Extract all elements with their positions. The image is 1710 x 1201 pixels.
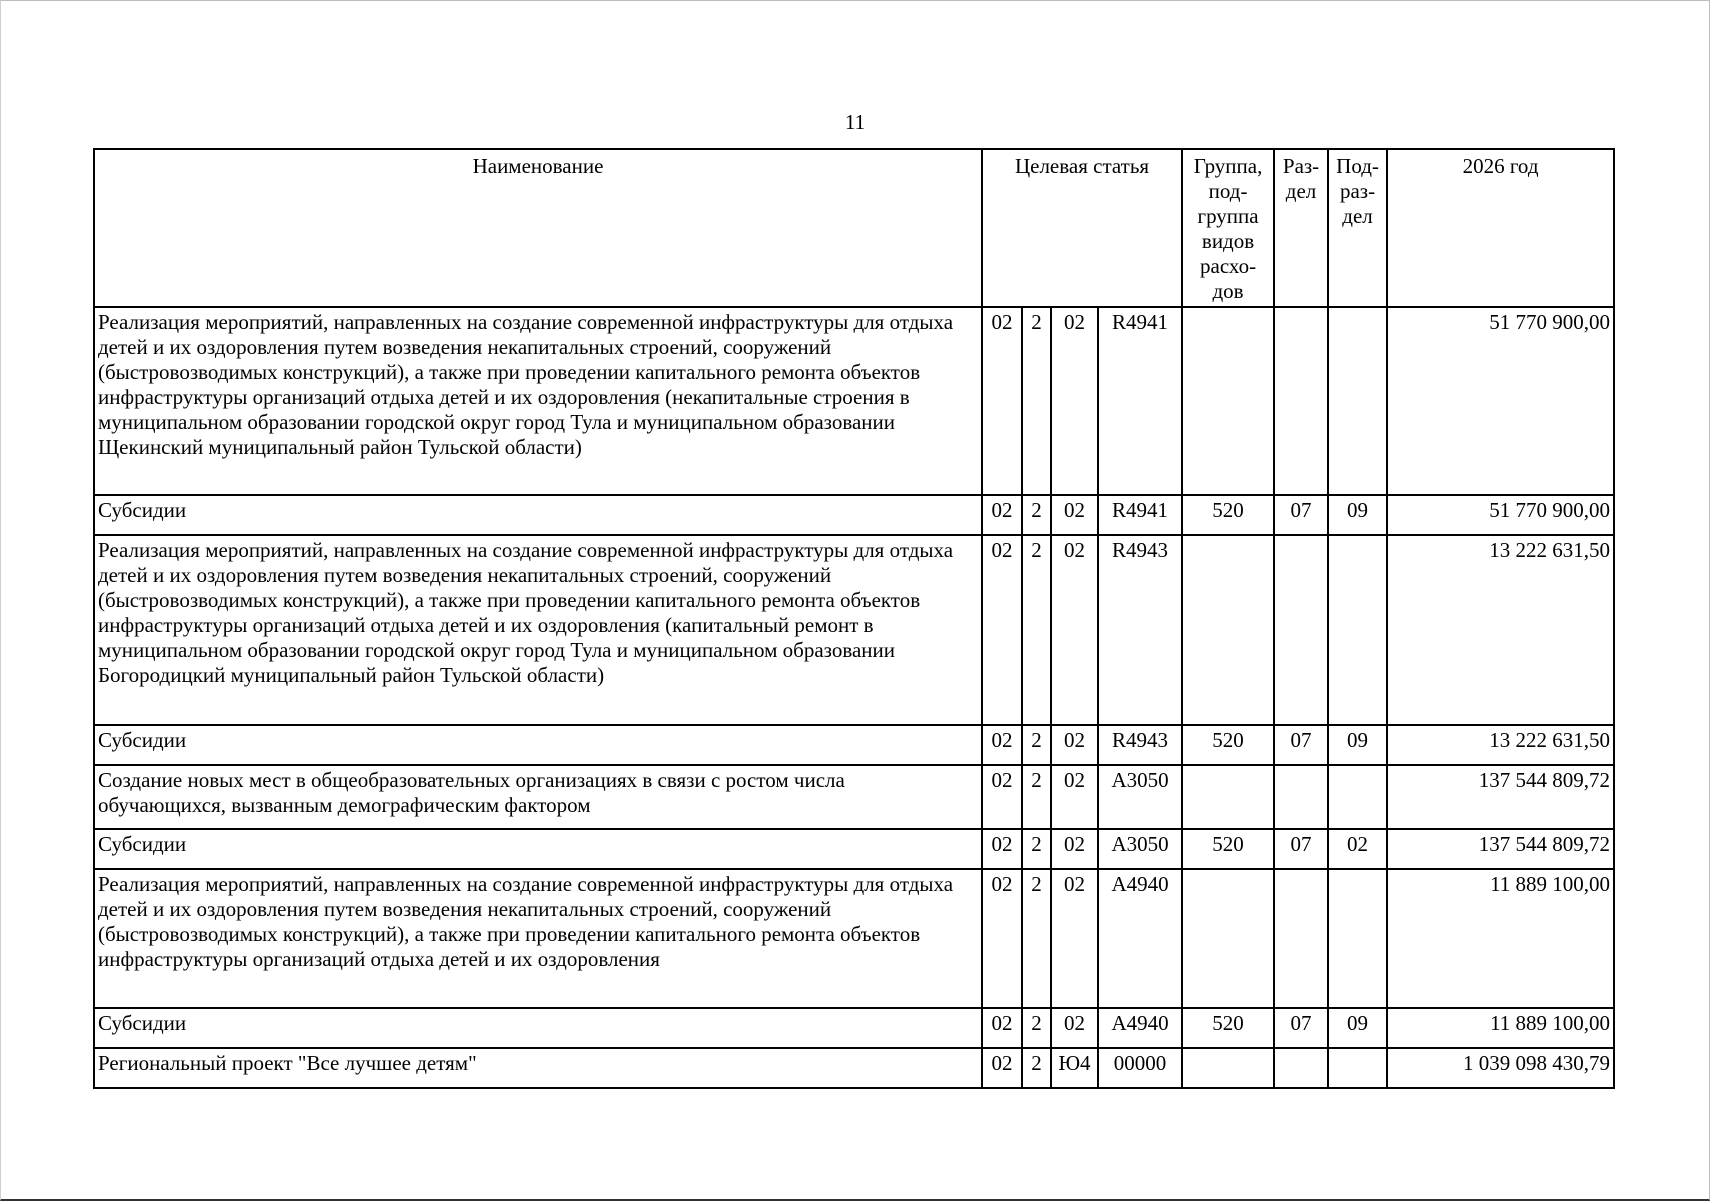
header-subsection: Под- раз- дел bbox=[1328, 149, 1387, 307]
header-target-article: Целевая статья bbox=[982, 149, 1182, 307]
row-amount: 11 889 100,00 bbox=[1387, 1008, 1614, 1048]
row-section bbox=[1274, 307, 1328, 495]
row-name: Субсидии bbox=[94, 725, 982, 765]
row-amount: 1 039 098 430,79 bbox=[1387, 1048, 1614, 1088]
row-expense-group: 520 bbox=[1182, 725, 1274, 765]
row-section bbox=[1274, 765, 1328, 829]
row-code-subprogram: 2 bbox=[1022, 495, 1051, 535]
row-expense-group bbox=[1182, 307, 1274, 495]
row-name: Реализация мероприятий, направленных на создание современной инфраструктуры для отдыха детей и их оздоровления путем возведения некапитальных строений, сооружений (быстровозводимых конструкций), а также при проведении капитального ремонта объектов инфраструктуры организаций отдыха детей и их оздоровления bbox=[94, 869, 982, 1008]
row-code-program: 02 bbox=[982, 307, 1022, 495]
table-row bbox=[94, 765, 1614, 829]
row-code-subprogram: 2 bbox=[1022, 829, 1051, 869]
row-code-subprogram: 2 bbox=[1022, 725, 1051, 765]
row-code-program: 02 bbox=[982, 1008, 1022, 1048]
row-code-direction: R4943 bbox=[1098, 725, 1182, 765]
row-expense-group: 520 bbox=[1182, 1008, 1274, 1048]
row-code-program: 02 bbox=[982, 829, 1022, 869]
header-section: Раз- дел bbox=[1274, 149, 1328, 307]
table-row bbox=[94, 725, 1614, 765]
row-code-program: 02 bbox=[982, 765, 1022, 829]
row-section bbox=[1274, 535, 1328, 725]
header-year: 2026 год bbox=[1387, 149, 1614, 307]
table-row bbox=[94, 1008, 1614, 1048]
row-code-direction: 00000 bbox=[1098, 1048, 1182, 1088]
row-subsection bbox=[1328, 535, 1387, 725]
row-name: Субсидии bbox=[94, 1008, 982, 1048]
header-row bbox=[94, 149, 1614, 307]
row-code-program: 02 bbox=[982, 495, 1022, 535]
row-subsection: 09 bbox=[1328, 725, 1387, 765]
row-amount: 13 222 631,50 bbox=[1387, 725, 1614, 765]
row-code-activity: 02 bbox=[1051, 869, 1098, 1008]
row-code-activity: 02 bbox=[1051, 535, 1098, 725]
table-row bbox=[94, 1048, 1614, 1088]
row-section: 07 bbox=[1274, 829, 1328, 869]
table-row bbox=[94, 869, 1614, 1008]
row-expense-group bbox=[1182, 869, 1274, 1008]
row-expense-group bbox=[1182, 1048, 1274, 1088]
row-code-direction: А3050 bbox=[1098, 829, 1182, 869]
row-name: Реализация мероприятий, направленных на создание современной инфраструктуры для отдыха детей и их оздоровления путем возведения некапитальных строений, сооружений (быстровозводимых конструкций), а также при проведении капитального ремонта объектов инфраструктуры организаций отдыха детей и их оздоровления (некапитальные строения в муниципальном образовании городской округ город Тула и муниципальном образовании Щекинский муниципальный район Тульской области) bbox=[94, 307, 982, 495]
row-amount: 137 544 809,72 bbox=[1387, 829, 1614, 869]
row-expense-group bbox=[1182, 765, 1274, 829]
row-section: 07 bbox=[1274, 495, 1328, 535]
table-row bbox=[94, 829, 1614, 869]
row-section bbox=[1274, 1048, 1328, 1088]
row-section bbox=[1274, 869, 1328, 1008]
row-code-activity: Ю4 bbox=[1051, 1048, 1098, 1088]
row-code-subprogram: 2 bbox=[1022, 765, 1051, 829]
page-number: 11 bbox=[844, 110, 866, 134]
header-expense-group: Группа, под- группа видов расхо- дов bbox=[1182, 149, 1274, 307]
row-code-activity: 02 bbox=[1051, 725, 1098, 765]
row-name: Реализация мероприятий, направленных на создание современной инфраструктуры для отдыха детей и их оздоровления путем возведения некапитальных строений, сооружений (быстровозводимых конструкций), а также при проведении капитального ремонта объектов инфраструктуры организаций отдыха детей и их оздоровления (капитальный ремонт в муниципальном образовании городской округ город Тула и муниципальном образовании Богородицкий муниципальный район Тульской области) bbox=[94, 535, 982, 725]
row-subsection: 09 bbox=[1328, 1008, 1387, 1048]
row-section: 07 bbox=[1274, 1008, 1328, 1048]
table-row bbox=[94, 307, 1614, 495]
row-code-subprogram: 2 bbox=[1022, 1048, 1051, 1088]
row-code-direction: А4940 bbox=[1098, 869, 1182, 1008]
row-code-subprogram: 2 bbox=[1022, 307, 1051, 495]
row-amount: 137 544 809,72 bbox=[1387, 765, 1614, 829]
row-subsection bbox=[1328, 307, 1387, 495]
row-code-program: 02 bbox=[982, 725, 1022, 765]
row-section: 07 bbox=[1274, 725, 1328, 765]
row-code-program: 02 bbox=[982, 535, 1022, 725]
row-expense-group: 520 bbox=[1182, 829, 1274, 869]
budget-table bbox=[93, 148, 1615, 1089]
header-name: Наименование bbox=[94, 149, 982, 307]
row-code-direction: R4943 bbox=[1098, 535, 1182, 725]
table-row bbox=[94, 495, 1614, 535]
row-code-subprogram: 2 bbox=[1022, 535, 1051, 725]
row-code-direction: R4941 bbox=[1098, 307, 1182, 495]
row-code-direction: А4940 bbox=[1098, 1008, 1182, 1048]
row-name: Создание новых мест в общеобразовательных организациях в связи с ростом числа обучающихся, вызванным демографическим фактором bbox=[94, 765, 982, 829]
row-code-program: 02 bbox=[982, 869, 1022, 1008]
row-code-activity: 02 bbox=[1051, 765, 1098, 829]
row-name: Субсидии bbox=[94, 829, 982, 869]
row-subsection bbox=[1328, 765, 1387, 829]
row-code-activity: 02 bbox=[1051, 829, 1098, 869]
row-code-activity: 02 bbox=[1051, 1008, 1098, 1048]
row-amount: 13 222 631,50 bbox=[1387, 535, 1614, 725]
row-code-direction: R4941 bbox=[1098, 495, 1182, 535]
row-code-direction: А3050 bbox=[1098, 765, 1182, 829]
row-subsection bbox=[1328, 869, 1387, 1008]
row-name: Субсидии bbox=[94, 495, 982, 535]
row-code-subprogram: 2 bbox=[1022, 1008, 1051, 1048]
row-subsection bbox=[1328, 1048, 1387, 1088]
row-expense-group: 520 bbox=[1182, 495, 1274, 535]
row-name: Региональный проект "Все лучшее детям" bbox=[94, 1048, 982, 1088]
table-row bbox=[94, 535, 1614, 725]
row-amount: 11 889 100,00 bbox=[1387, 869, 1614, 1008]
row-amount: 51 770 900,00 bbox=[1387, 495, 1614, 535]
row-subsection: 09 bbox=[1328, 495, 1387, 535]
row-code-activity: 02 bbox=[1051, 495, 1098, 535]
row-code-program: 02 bbox=[982, 1048, 1022, 1088]
row-code-activity: 02 bbox=[1051, 307, 1098, 495]
row-code-subprogram: 2 bbox=[1022, 869, 1051, 1008]
row-expense-group bbox=[1182, 535, 1274, 725]
row-subsection: 02 bbox=[1328, 829, 1387, 869]
row-amount: 51 770 900,00 bbox=[1387, 307, 1614, 495]
